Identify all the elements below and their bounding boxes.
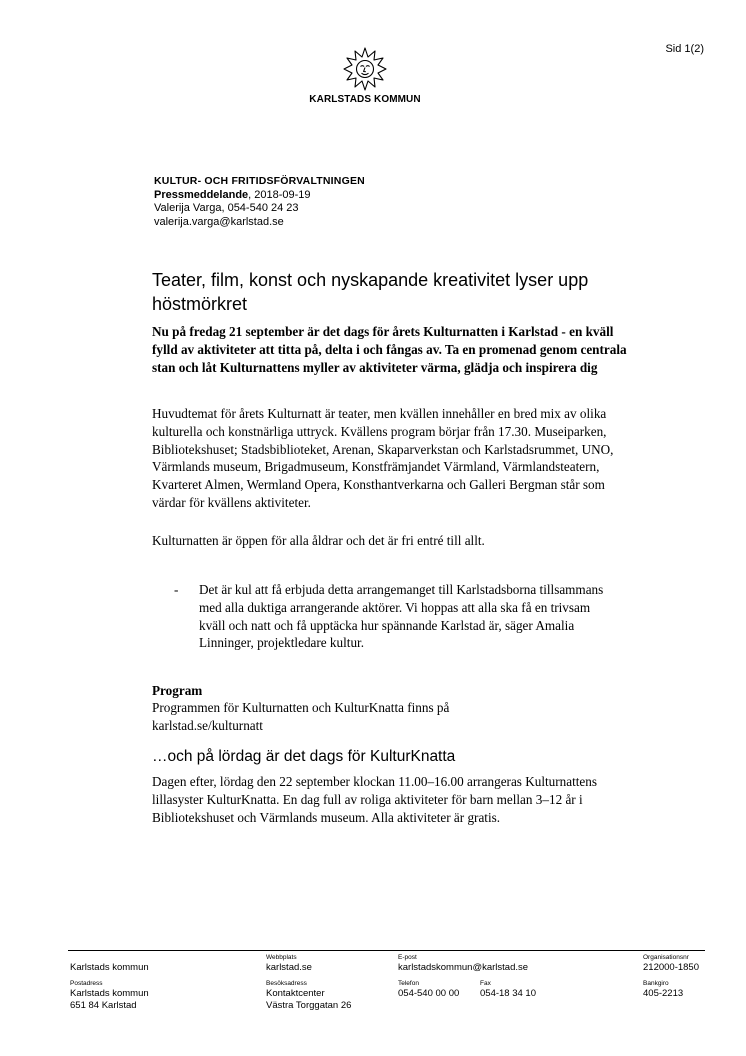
footer-post-line: 651 84 Karlstad	[70, 999, 137, 1011]
contact-line: Valerija Varga, 054-540 24 23	[154, 202, 299, 214]
program-text: Programmen för Kulturnatten och KulturKnatta finns på karlstad.se/kulturnatt	[152, 700, 450, 733]
footer-web: karlstad.se	[266, 962, 312, 973]
footer-phone: 054-540 00 00	[398, 988, 460, 999]
article-paragraph: Huvudtemat för årets Kulturnatt är teater, men kvällen innehåller en bred mix av olika kulturella och konstnärliga uttryck. Kvällens program börjar från 17.30. Museiparken, Bibliotekshuset; Stadsbiblioteket, Arenan, Skaparverkstan och Karlstadsrummet, UNO, Värmlands museum, Brigadmuseum, Konstfrämjandet Värmland, Värmlandsteatern, Kvarteret Almen, Wermland Opera, Konsthantverkarna och Galleri Bergman står som värdar för kvällens aktiviteter.	[152, 406, 614, 510]
header-logo	[280, 46, 450, 105]
footer-fax-block	[480, 980, 536, 1000]
footer-fax: 054-18 34 10	[480, 988, 536, 999]
footer-orgnr: 212000-1850	[643, 962, 699, 973]
article-paragraph: Dagen efter, lördag den 22 september klockan 11.00–16.00 arrangeras Kulturnattens lillasyster KulturKnatta. En dag full av roliga aktiviteter för barn mellan 3–12 år i Bibliotekshuset och Värmlands museum. Alla aktiviteter är gratis.	[152, 774, 598, 825]
doc-type: Pressmeddelande	[154, 188, 249, 201]
footer-visit-block	[266, 980, 351, 1011]
footer-visit-line: Kontaktcenter	[266, 988, 325, 999]
contact-email: valerija.varga@karlstad.se	[154, 215, 284, 228]
article-lead: Nu på fredag 21 september är det dags för årets Kulturnatten i Karlstad - en kväll fylld av aktiviteter att titta på, delta i och fångas av. Ta en promenad genom centrala stan och låt Kulturnattens myller av aktiviteter värma, glädja och inspirera dig	[152, 324, 627, 375]
footer-post-block	[70, 980, 149, 1011]
sender-block	[154, 175, 574, 229]
org-name: KARLSTADS KOMMUN	[309, 94, 421, 105]
doc-date: , 2018-09-19	[248, 188, 311, 201]
article-headline: Teater, film, konst och nyskapande kreativitet lyser upp höstmörkret	[152, 270, 589, 314]
quote-dash: -	[174, 582, 179, 597]
program-heading: Program	[152, 683, 203, 698]
footer-name: Karlstads kommun	[70, 962, 149, 973]
footer-visit-label: Besöksadress	[266, 980, 307, 987]
footer-fax-label: Fax	[480, 980, 491, 987]
footer-post-line: Karlstads kommun	[70, 988, 149, 999]
page-number: Sid 1(2)	[665, 43, 704, 55]
footer-orgnr-block	[643, 954, 699, 974]
article-paragraph: Kulturnatten är öppen för alla åldrar och det är fri entré till allt.	[152, 533, 485, 548]
footer-bankgiro: 405-2213	[643, 988, 684, 999]
article-subheading: …och på lördag är det dags för KulturKnatta	[152, 748, 456, 765]
footer-name-block	[70, 962, 149, 974]
footer-email: karlstadskommun@karlstad.se	[398, 962, 529, 973]
footer-bankgiro-label: Bankgiro	[643, 980, 669, 987]
footer-email-block	[398, 954, 528, 974]
footer-post-label: Postadress	[70, 980, 103, 987]
footer-web-label: Webbplats	[266, 954, 297, 961]
footer-orgnr-label: Organisationsnr	[643, 954, 689, 961]
department-name: KULTUR- OCH FRITIDSFÖRVALTNINGEN	[154, 175, 365, 187]
footer-visit-line: Västra Torggatan 26	[266, 999, 352, 1011]
article-quote: Det är kul att få erbjuda detta arrangemanget till Karlstadsborna tillsammans med alla duktiga arrangerande aktörer. Vi hoppas att alla ska få en trivsam kväll och natt och få upptäcka hur spännande Karlstad är, säger Amalia Linninger, projektledare kultur.	[199, 582, 604, 651]
sun-face-icon	[280, 46, 450, 92]
footer-web-block	[266, 954, 312, 974]
doc-type-line	[154, 189, 574, 203]
footer-divider	[68, 950, 705, 951]
footer-phone-label: Telefon	[398, 980, 419, 987]
footer-email-label: E-post	[398, 954, 417, 961]
footer-phone-block	[398, 980, 459, 1000]
footer-bankgiro-block	[643, 980, 683, 1000]
